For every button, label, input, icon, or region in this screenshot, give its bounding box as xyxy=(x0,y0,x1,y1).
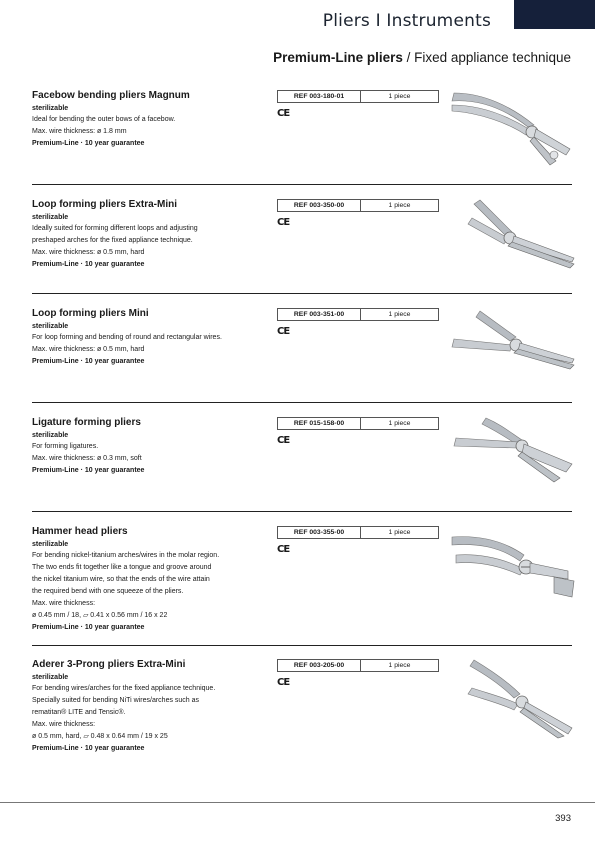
product-description-line: Max. wire thickness: ø 0.3 mm, soft xyxy=(32,455,142,462)
section-divider xyxy=(32,645,572,646)
ref-quantity: 1 piece xyxy=(388,662,411,669)
ce-mark: CE xyxy=(277,326,290,337)
ref-number: REF 003-205-00 xyxy=(278,660,361,671)
product-description-line: ø 0.45 mm / 18, ▱ 0.41 x 0.56 mm / 16 x 22 xyxy=(32,612,168,619)
ref-quantity: 1 piece xyxy=(388,529,411,536)
product-description-line: For bending wires/arches for the fixed appliance technique. xyxy=(32,685,216,692)
ref-quantity: 1 piece xyxy=(388,311,411,318)
product-entry xyxy=(32,658,572,755)
header-color-block xyxy=(514,0,595,29)
aderer-3-prong-pliers-image xyxy=(450,658,578,740)
page-header-title: Pliers I Instruments xyxy=(322,11,491,31)
product-guarantee: Premium-Line · 10 year guarantee xyxy=(32,140,145,147)
product-entry xyxy=(32,307,572,368)
product-sterilizable: sterilizable xyxy=(32,323,69,330)
hammer-head-pliers-image xyxy=(450,525,578,607)
product-sterilizable: sterilizable xyxy=(32,105,69,112)
ref-quantity: 1 piece xyxy=(388,420,411,427)
product-description-line: Max. wire thickness: ø 0.5 mm, hard xyxy=(32,249,145,256)
section-subtitle xyxy=(273,50,571,65)
subtitle-rest: / Fixed appliance technique xyxy=(402,50,571,65)
product-description-line: Ideal for bending the outer bows of a facebow. xyxy=(32,116,176,123)
product-description-line: the required bend with one squeeze of the pliers. xyxy=(32,588,184,595)
product-sterilizable: sterilizable xyxy=(32,541,69,548)
product-sterilizable: sterilizable xyxy=(32,432,69,439)
product-guarantee: Premium-Line · 10 year guarantee xyxy=(32,624,145,631)
ref-box xyxy=(277,308,439,321)
product-name: Ligature forming pliers xyxy=(32,417,141,428)
product-entry xyxy=(32,198,572,271)
section-divider xyxy=(32,184,572,185)
ce-mark: CE xyxy=(277,108,290,119)
ref-quantity: 1 piece xyxy=(388,93,411,100)
product-description-line: Max. wire thickness: xyxy=(32,600,96,607)
product-name: Facebow bending pliers Magnum xyxy=(32,90,190,101)
product-description-line: For bending nickel-titanium arches/wires in the molar region. xyxy=(32,552,220,559)
product-name: Hammer head pliers xyxy=(32,526,128,537)
loop-pliers-mini-image xyxy=(450,307,578,389)
product-entry xyxy=(32,416,572,477)
product-description-line: rematitan® LITE and Tensic®. xyxy=(32,709,126,716)
product-name: Loop forming pliers Extra-Mini xyxy=(32,199,178,210)
product-guarantee: Premium-Line · 10 year guarantee xyxy=(32,261,145,268)
product-description-line: The two ends fit together like a tongue and groove around xyxy=(32,564,212,571)
product-sterilizable: sterilizable xyxy=(32,214,69,221)
ref-number: REF 003-350-00 xyxy=(278,200,361,211)
product-description-line: Specially suited for bending NiTi wires/arches such as xyxy=(32,697,200,704)
facebow-pliers-image xyxy=(450,89,578,171)
product-description-line: preshaped arches for the fixed appliance technique. xyxy=(32,237,193,244)
product-description-line: Max. wire thickness: ø 1.8 mm xyxy=(32,128,127,135)
ref-number: REF 003-355-00 xyxy=(278,527,361,538)
product-description-line: ø 0.5 mm, hard, ▱ 0.48 x 0.64 mm / 19 x 25 xyxy=(32,733,168,740)
footer-rule xyxy=(0,802,595,803)
ref-number: REF 015-158-00 xyxy=(278,418,361,429)
subtitle-bold: Premium-Line pliers xyxy=(273,50,403,65)
ref-box xyxy=(277,417,439,430)
product-description-line: For forming ligatures. xyxy=(32,443,99,450)
ref-number: REF 003-180-01 xyxy=(278,91,361,102)
ce-mark: CE xyxy=(277,435,290,446)
ligature-pliers-image xyxy=(450,416,578,498)
ref-box xyxy=(277,90,439,103)
section-divider xyxy=(32,402,572,403)
product-description-line: the nickel titanium wire, so that the ends of the wire attain xyxy=(32,576,210,583)
product-guarantee: Premium-Line · 10 year guarantee xyxy=(32,745,145,752)
product-name: Aderer 3-Prong pliers Extra-Mini xyxy=(32,659,186,670)
product-description-line: Max. wire thickness: ø 0.5 mm, hard xyxy=(32,346,145,353)
section-divider xyxy=(32,511,572,512)
page-number: 393 xyxy=(555,813,571,824)
product-guarantee: Premium-Line · 10 year guarantee xyxy=(32,467,145,474)
ce-mark: CE xyxy=(277,217,290,228)
ce-mark: CE xyxy=(277,544,290,555)
product-sterilizable: sterilizable xyxy=(32,674,69,681)
product-entry xyxy=(32,525,572,634)
product-description-line: For loop forming and bending of round and rectangular wires. xyxy=(32,334,222,341)
product-name: Loop forming pliers Mini xyxy=(32,308,149,319)
product-description-line: Max. wire thickness: xyxy=(32,721,96,728)
ref-number: REF 003-351-00 xyxy=(278,309,361,320)
ce-mark: CE xyxy=(277,677,290,688)
product-guarantee: Premium-Line · 10 year guarantee xyxy=(32,358,145,365)
loop-pliers-extra-mini-image xyxy=(450,198,578,280)
ref-box xyxy=(277,659,439,672)
product-description-line: Ideally suited for forming different loops and adjusting xyxy=(32,225,198,232)
ref-box xyxy=(277,526,439,539)
product-entry xyxy=(32,89,572,150)
section-divider xyxy=(32,293,572,294)
ref-quantity: 1 piece xyxy=(388,202,411,209)
ref-box xyxy=(277,199,439,212)
